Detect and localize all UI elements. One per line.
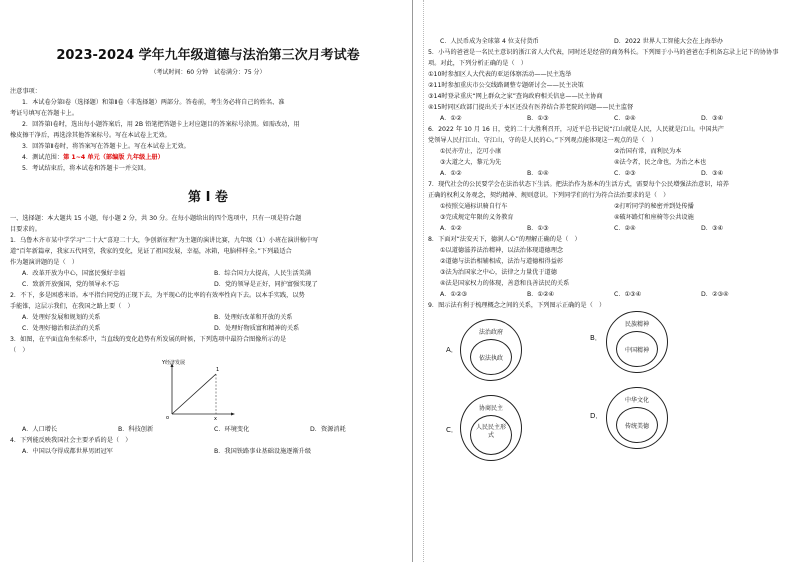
instruction-line: 目要求的。 — [10, 226, 41, 233]
q2-option-b[interactable]: B．处理好改革和开放的关系 — [214, 314, 293, 321]
q4-option-d[interactable]: D．2022 世界人工智能大会在上海举办 — [614, 38, 724, 45]
q1-stem: 道“百年新篇章，我家五代同堂，我家的变化，见证了祖国发展，幸福，冰箱，电脑样样全。”下列最适合 — [10, 248, 292, 255]
note-line-scope — [10, 152, 406, 163]
q3-stem: （ ） — [10, 347, 29, 354]
q3-options — [10, 424, 406, 435]
q6-option-a[interactable]: A．①② — [440, 170, 462, 177]
q2-option-c[interactable]: C．处理好德治和法治的关系 — [22, 325, 101, 332]
q7-stem: 正确的权利义务观念，契约精神、规则意识。下列同学们的行为符合法治要求的是（ ） — [428, 192, 670, 199]
q5-item: ④15时同区政部门提出关于本区还没有医养结合养老院的问题——民主监督 — [428, 104, 634, 111]
q4-option-b[interactable]: B．我国铁路事业基础设施逐渐升级 — [214, 448, 312, 455]
note-line: 2．回答第Ⅰ卷时，选出每小题答案后，用 2B 铅笔把答题卡上对应题目的答案标号涂黑。如需改动，用 — [22, 121, 300, 128]
q5-option-b[interactable]: B．①③ — [527, 115, 549, 122]
note-scope-range: 第 1~4 单元（部编版 九年级上册） — [63, 154, 164, 161]
q9-b-outer-text: 民族精神 — [624, 321, 649, 328]
q3-graph — [160, 358, 240, 420]
q7-items — [428, 201, 788, 223]
q8-options — [428, 289, 788, 300]
q8-item: ①以道德滋养法治精神，以法治体现道德理念 — [440, 247, 564, 254]
q2-option-d[interactable]: D．处理好物质富和精神的关系 — [214, 325, 300, 332]
q6-item: ④法令者，民之命也，为治之本也 — [614, 159, 707, 166]
q7-options — [428, 223, 788, 234]
q9-a-outer-text: 法治政府 — [478, 329, 503, 336]
q8-option-d[interactable]: D．②③④ — [701, 291, 729, 298]
q1-option-a[interactable]: A．改革开放为中心，国富民强好幸福 — [22, 270, 126, 277]
q7-option-b[interactable]: B．①③ — [527, 225, 549, 232]
q1-option-c[interactable]: C．致新开放强国，党的领导永不忘 — [22, 281, 120, 288]
q6-option-d[interactable]: D．③④ — [701, 170, 724, 177]
q5-options — [428, 113, 788, 124]
column-divider — [412, 0, 413, 562]
q9-b-inner-text: 中国精神 — [624, 347, 649, 354]
q8-option-a[interactable]: A．①②③ — [440, 291, 468, 298]
q6-stem: 党领导人民打江山、守江山，守的是人民的心。”下列观点能体现这一观点的是（ ） — [428, 137, 658, 144]
q2-options — [10, 312, 406, 334]
left-column — [10, 0, 412, 562]
q8-item: ④法是国家权力的体现，善意和良善法民的关系 — [440, 280, 570, 287]
q8-item: ②道德与法治相辅相成，法治与道德相得益彰 — [440, 258, 564, 265]
q9-a-inner-text: 依法执政 — [478, 355, 503, 362]
note-line: 3．回答第Ⅱ卷时，将答案写在答题卡上。写在本试卷上无效。 — [22, 143, 190, 150]
note-line: 5．考试结束后，将本试卷和答题卡一并交回。 — [22, 165, 150, 172]
note-scope-prefix: 4．测试范围： — [22, 154, 64, 161]
q7-item: ④破坏路灯和座椅等公共设施 — [614, 214, 694, 221]
graph-origin: o — [166, 415, 170, 420]
dotted-margin-line — [423, 0, 424, 562]
note-line: 橡皮擦干净后，再选涂其他答案标号。写在本试卷上无效。 — [10, 132, 171, 139]
q9-c-outer-text: 协商民主 — [478, 405, 503, 412]
q9-option-c-label[interactable]: C． — [446, 426, 458, 434]
q9-option-a-label[interactable]: A． — [446, 346, 458, 354]
q4-option-c[interactable]: C．人民币成为全球第 4 位支付货币 — [440, 38, 539, 45]
graph-mark: 1 — [216, 367, 220, 373]
q1-options — [10, 268, 406, 290]
q9-d-outer-text: 中华文化 — [624, 397, 649, 404]
q7-option-d[interactable]: D．③④ — [701, 225, 724, 232]
q3-stem: 3．如图，在平面直角坐标系中，当直线的变化趋势有所发展的时候，下列选项中最符合图像所示的是 — [10, 336, 287, 343]
q7-item: ①按照交通标识骑自行车 — [440, 203, 508, 210]
section-title: 第 Ⅰ 卷 — [188, 190, 228, 205]
q4-option-a[interactable]: A．中国以夺得成都世界男团冠军 — [22, 448, 113, 455]
q5-item: ③14时登录重庆“网上群众之家”查询政府相关信息——民主协商 — [428, 93, 603, 100]
q6-items — [428, 146, 788, 168]
q9-diagrams — [428, 311, 788, 471]
q6-options — [428, 168, 788, 179]
q6-item: ①民亦劳止，汔可小康 — [440, 148, 502, 155]
q1-option-b[interactable]: B．综合国力大提高，人民生活美满 — [214, 270, 312, 277]
q1-stem: 1．乌鲁木齐市某中学学习“二十大”喜迎二十大，争创新征程”为主题的演讲比赛，九年级（1）小班在演讲稿中写 — [10, 237, 319, 244]
q7-item: ②打听同学的秘密并到处传播 — [614, 203, 694, 210]
q1-stem: 作为题演讲题的是（ ） — [10, 259, 79, 266]
q5-item: ②11时参加重庆市公交线路调整专题研讨会——民主决策 — [428, 82, 584, 89]
q9-c-inner-text: 人民民主形式 — [475, 424, 506, 439]
q6-item: ③大道之大，黎元为先 — [440, 159, 502, 166]
note-line: 1．本试卷分第Ⅰ卷（选择题）和第Ⅱ卷（非选择题）两部分。答卷前，考生务必将自己的姓名、准 — [22, 99, 285, 106]
q5-item: ①10时参加区人大代表的亚运体察活动——民主选举 — [428, 71, 572, 78]
q9-option-b-label[interactable]: B． — [590, 334, 602, 342]
q3-option-a[interactable]: A．人口增长 — [22, 426, 58, 433]
q7-option-a[interactable]: A．①② — [440, 225, 462, 232]
q2-option-a[interactable]: A．处理好发展和规划的关系 — [22, 314, 101, 321]
q6-stem: 6．2022 年 10 月 16 日，党的二十大胜利召开，习近平总书记说“江山就是人民，人民就是江山。中国共产 — [428, 126, 724, 133]
q8-item: ③法为治国家之中心，法律之力量优于道德 — [440, 269, 557, 276]
q5-option-a[interactable]: A．①② — [440, 115, 462, 122]
exam-subtitle: （考试时间：60 分钟 试卷满分：75 分） — [150, 69, 266, 76]
graph-trend-line — [172, 374, 216, 414]
graph-y-label: Y经济发展 — [162, 360, 186, 366]
q5-option-d[interactable]: D．③④ — [701, 115, 724, 122]
page-title: 2023-2024 学年九年级道德与法治第三次月考试卷 — [56, 48, 360, 63]
q6-option-c[interactable]: C．②③ — [614, 170, 636, 177]
q7-stem: 7．现代社会的公民要学会在法治状态下生活。把法治作为基本的生活方式，需要每个公民增强法治意识，培养 — [428, 181, 729, 188]
q9-d-inner-text: 传统美德 — [624, 423, 649, 430]
q6-option-b[interactable]: B．①④ — [527, 170, 549, 177]
q8-option-b[interactable]: B．①②④ — [527, 291, 555, 298]
q5-option-c[interactable]: C．②④ — [614, 115, 636, 122]
q8-option-c[interactable]: C．①③④ — [614, 291, 642, 298]
q6-item: ②治国有常，而利民为本 — [614, 148, 682, 155]
q4-options-continued — [428, 36, 788, 47]
q8-stem: 8．下面对“法安天下，德润人心”的理解正确的是（ ） — [428, 236, 581, 243]
q5-stem: 5．小马的爸爸是一名民主意识的浙江省人大代表，同时还是经营的商务科长。下列图于小马的爸爸在手机备忘录上记下的协协事 — [428, 49, 779, 56]
q1-option-d[interactable]: D．党的领导是正好，同护富强实现了 — [214, 281, 318, 288]
q3-option-c[interactable]: C．环境变化 — [214, 426, 250, 433]
graph-x-label: x — [214, 416, 217, 420]
right-column — [420, 0, 788, 562]
q7-option-c[interactable]: C．②④ — [614, 225, 636, 232]
q3-option-d[interactable]: D．资源消耗 — [310, 426, 346, 433]
q5-stem: 项。对此，下列分析正确的是（ ） — [428, 60, 527, 67]
q2-stem: 2．不下，多是困惑米语。本平指台同党的正现下去，为平现心的比率的有效率性向下去。以本手实践，以势 — [10, 292, 305, 299]
note-line: 考证号填写在答题卡上。 — [10, 110, 79, 117]
notes-heading: 注意事项： — [10, 88, 41, 95]
q3-option-b[interactable]: B．科技创新 — [118, 426, 154, 433]
q9-option-d-label[interactable]: D． — [590, 412, 603, 420]
q7-item: ③完成规定年限的义务教育 — [440, 214, 514, 221]
graph-x-arrow — [231, 413, 235, 416]
q2-stem: 手能锥，这层示我们，在我国之路上要（ ） — [10, 303, 134, 310]
q4-stem: 4．下列能反映我国社会主要矛盾的是（ ） — [10, 437, 132, 444]
q4-options — [10, 446, 406, 457]
q9-stem: 9．图示法有利于梳理概念之间的关系，下列图示正确的是（ ） — [428, 302, 606, 309]
instruction-line: 一、选择题：本大题共 15 小题，每小题 2 分，共 30 分。在每小题给出的四个选项中，只有一项是符合题 — [10, 215, 302, 222]
